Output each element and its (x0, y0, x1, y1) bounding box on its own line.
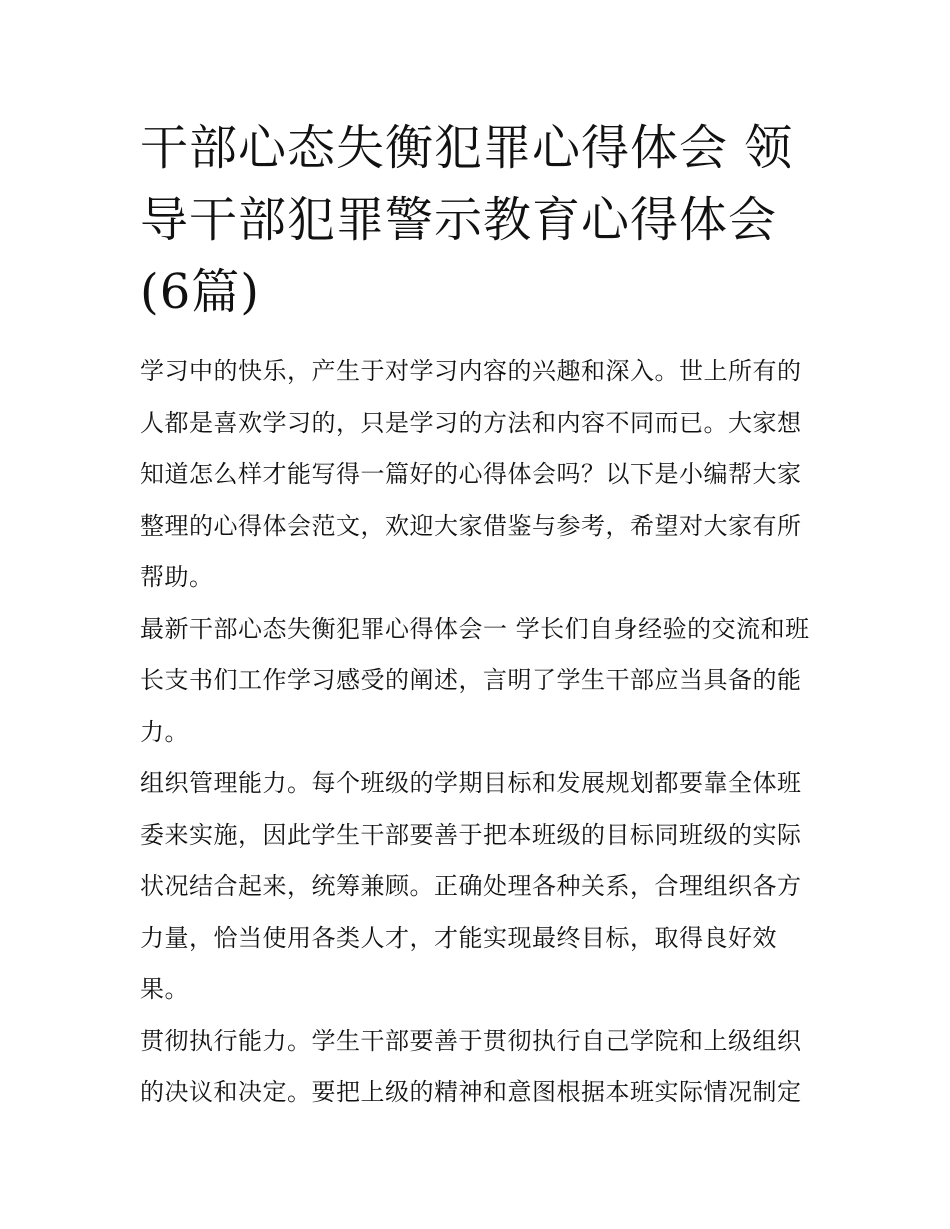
document-title: 干部心态失衡犯罪心得体会 领导干部犯罪警示教育心得体会(6篇) (140, 120, 794, 320)
document-page (140, 112, 812, 1119)
paragraph-1: 最新干部心态失衡犯罪心得体会一 学长们自身经验的交流和班长支书们工作学习感受的阐述，言明了学生干部应当具备的能力。 (140, 614, 810, 746)
paragraph-organization: 组织管理能力。每个班级的学期目标和发展规划都要靠全体班委来实施，因此学生干部要善于把本班级的目标同班级的实际状况结合起来，统筹兼顾。正确处理各种关系，合理组织各方力量，恰当使用各类人才，才能实现最终目标，取得良好效果。 (140, 769, 802, 1003)
paragraph-execution: 贯彻执行能力。学生干部要善于贯彻执行自己学院和上级组织的决议和决定。要把上级的精神和意图根据本班实际情况制定 (140, 1026, 802, 1106)
paragraph-intro: 学习中的快乐，产生于对学习内容的兴趣和深入。世上所有的人都是喜欢学习的，只是学习的方法和内容不同而已。大家想知道怎么样才能写得一篇好的心得体会吗？以下是小编帮大家整理的心得体会范文，欢迎大家借鉴与参考，希望对大家有所帮助。 (140, 357, 802, 591)
